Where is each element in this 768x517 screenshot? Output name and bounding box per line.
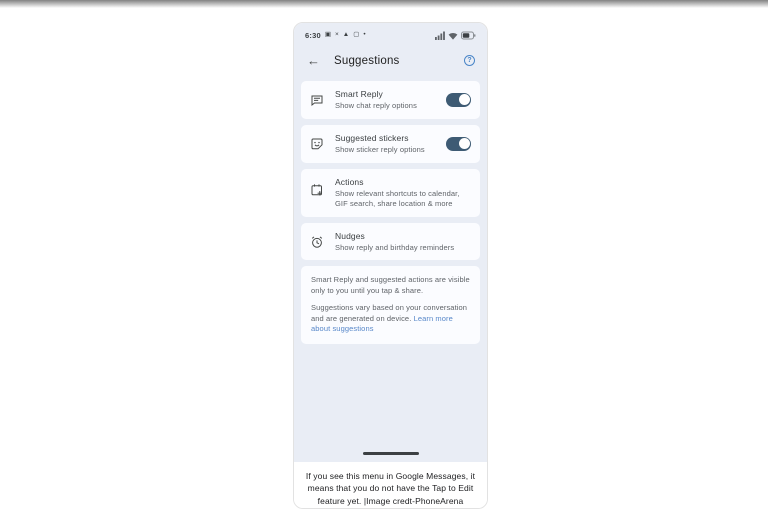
smart-reply-toggle[interactable] bbox=[446, 93, 471, 107]
calendar-plus-icon bbox=[310, 183, 325, 197]
setting-row-actions[interactable] bbox=[301, 169, 480, 217]
page-top-gradient-bar bbox=[0, 0, 768, 8]
sticker-icon bbox=[310, 137, 325, 151]
setting-title: Smart Reply bbox=[335, 89, 383, 99]
status-bar bbox=[294, 23, 487, 41]
footer-note bbox=[301, 266, 480, 344]
toggle-knob bbox=[459, 94, 470, 105]
help-icon[interactable]: ? bbox=[464, 55, 475, 66]
app-square-icon: ▣ bbox=[324, 31, 331, 39]
image-caption: If you see this menu in Google Messages, it means that you do not have the Tap to Edit feature yet. |Image credt-PhoneArena bbox=[294, 462, 487, 509]
signal-icon bbox=[435, 31, 445, 40]
phone-screen bbox=[294, 23, 487, 462]
setting-title: Actions bbox=[335, 176, 364, 187]
setting-row-nudges[interactable] bbox=[301, 223, 480, 261]
learn-more-link[interactable]: Learn more about suggestions bbox=[311, 313, 453, 334]
back-arrow-icon[interactable]: ← bbox=[307, 53, 320, 68]
setting-subtitle: Show sticker reply options bbox=[335, 144, 425, 154]
dot-icon: • bbox=[363, 31, 366, 39]
setting-subtitle: Show relevant shortcuts to calendar, GIF search, share location & more bbox=[335, 188, 460, 208]
outline-square-icon: ▢ bbox=[353, 31, 360, 39]
status-time: 6:30 bbox=[305, 31, 321, 40]
app-header bbox=[294, 41, 487, 78]
footer-note-paragraph1: Smart Reply and suggested actions are visible only to you until you tap & share. bbox=[311, 275, 470, 295]
wifi-icon bbox=[448, 31, 458, 40]
setting-row-smart-reply[interactable] bbox=[301, 81, 480, 119]
screenshot-embed bbox=[293, 22, 488, 509]
warning-triangle-icon: ▲ bbox=[342, 31, 350, 39]
suggested-stickers-toggle[interactable] bbox=[446, 137, 471, 151]
setting-subtitle: Show reply and birthday reminders bbox=[335, 242, 455, 252]
setting-row-suggested-stickers[interactable] bbox=[301, 125, 480, 163]
page-title: Suggestions bbox=[334, 54, 400, 67]
setting-subtitle: Show chat reply options bbox=[335, 101, 417, 110]
alarm-clock-icon bbox=[310, 235, 325, 249]
small-x-icon: × bbox=[334, 31, 339, 39]
smart-reply-icon bbox=[310, 93, 325, 107]
settings-list bbox=[294, 78, 487, 260]
footer-note-paragraph2: Suggestions vary based on your conversation and are generated on device. Learn more about suggestions bbox=[311, 303, 468, 334]
gesture-bar[interactable] bbox=[363, 452, 419, 455]
setting-title: Suggested stickers bbox=[335, 132, 409, 143]
toggle-knob bbox=[459, 138, 470, 149]
battery-icon bbox=[461, 31, 476, 40]
setting-title: Nudges bbox=[335, 230, 365, 241]
